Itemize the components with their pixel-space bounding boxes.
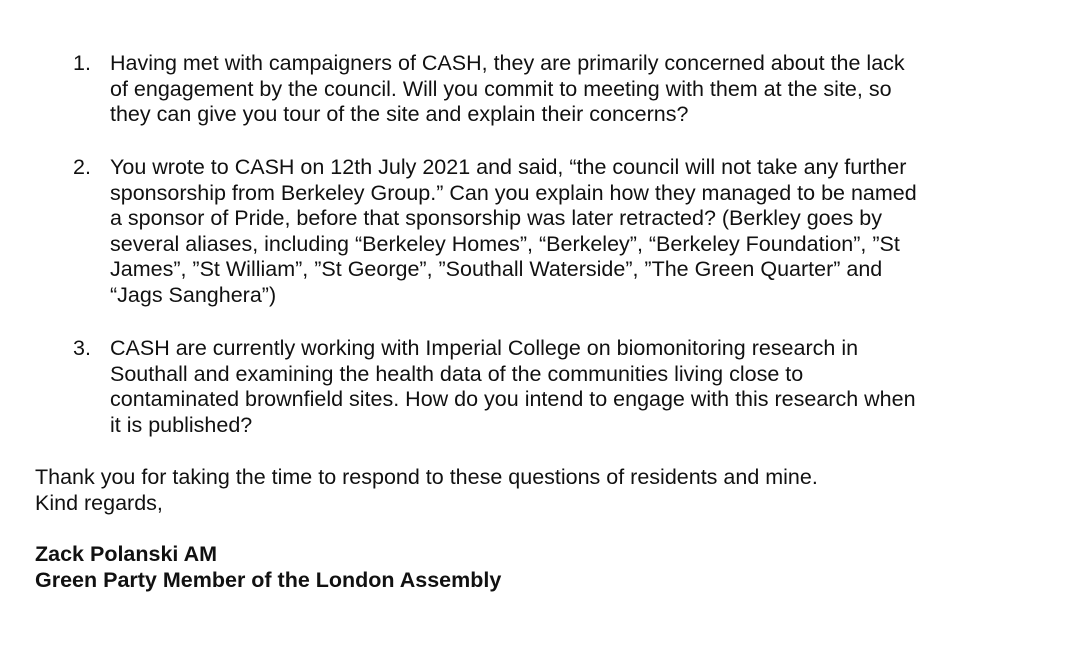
text-line: CASH are currently working with Imperial College on biomonitoring research in xyxy=(110,336,859,360)
signature-title: Green Party Member of the London Assembly xyxy=(35,567,502,592)
text-line: contaminated brownfield sites. How do you intend to engage with this research when xyxy=(110,387,916,411)
text-line: Southall and examining the health data of the communities living close to xyxy=(110,361,804,386)
closing-regards: Kind regards, xyxy=(35,490,163,515)
text-line: of engagement by the council. Will you commit to meeting with them at the site, so xyxy=(110,76,892,101)
signature-block xyxy=(35,542,501,593)
question-item-1 xyxy=(73,51,1013,128)
question-item-3 xyxy=(73,336,1013,438)
text-line: sponsorship from Berkeley Group.” Can you explain how they managed to be named xyxy=(110,180,917,205)
question-number: 2. xyxy=(73,155,91,179)
text-line: they can give you tour of the site and explain their concerns? xyxy=(110,102,689,126)
question-number: 1. xyxy=(73,51,91,75)
text-line: You wrote to CASH on 12th July 2021 and said, “the council will not take any further xyxy=(110,155,907,179)
question-text xyxy=(110,155,1013,308)
signature-name: Zack Polanski AM xyxy=(35,542,218,566)
closing-block xyxy=(35,465,818,516)
text-line: Having met with campaigners of CASH, they are primarily concerned about the lack xyxy=(110,51,905,75)
question-text xyxy=(110,336,1013,438)
question-text xyxy=(110,51,1013,128)
text-line: several aliases, including “Berkeley Homes”, “Berkeley”, “Berkeley Foundation”, ”St xyxy=(110,231,900,256)
text-line: a sponsor of Pride, before that sponsorship was later retracted? (Berkley goes by xyxy=(110,206,883,230)
text-line: “Jags Sanghera”) xyxy=(110,282,277,307)
text-line: James”, ”St William”, ”St George”, ”Southall Waterside”, ”The Green Quarter” and xyxy=(110,257,883,281)
question-number: 3. xyxy=(73,336,91,360)
closing-thanks: Thank you for taking the time to respond to these questions of residents and mine. xyxy=(35,465,818,489)
question-item-2 xyxy=(73,155,1013,308)
text-line: it is published? xyxy=(110,412,253,437)
